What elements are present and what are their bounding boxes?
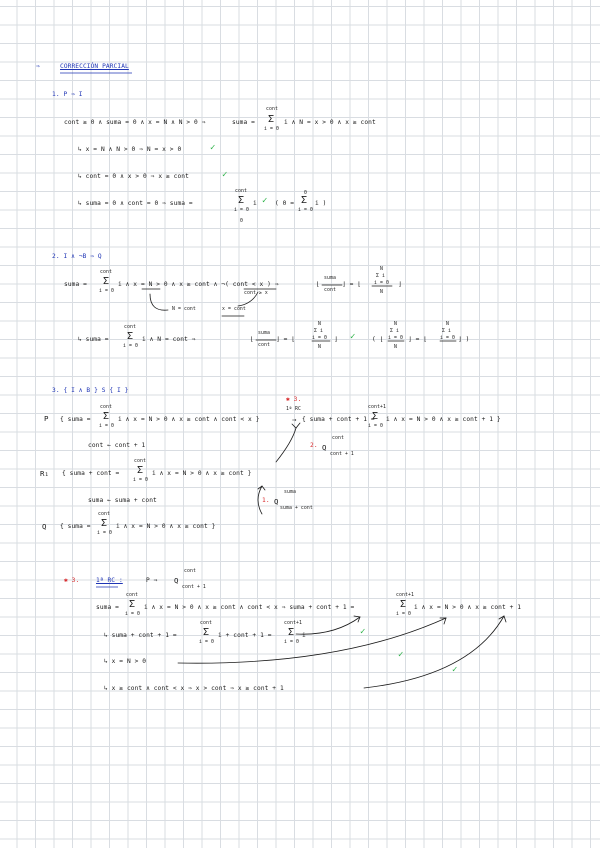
s3-rc-note: 1ª RC bbox=[286, 407, 301, 412]
s4-l2-sigma2-bot: i = 0 bbox=[284, 640, 299, 645]
s3-sigma2-top: cont+1 bbox=[368, 405, 386, 410]
s4-line1-b: i ∧ x = N > 0 ∧ x ≥ cont ∧ cont < x ⇒ suma + cont + 1 = bbox=[144, 604, 355, 611]
s1-line4-c: ( 0 = bbox=[275, 200, 295, 207]
check-icon: ✓ bbox=[360, 627, 366, 637]
s2-l2-frac-bot: cont bbox=[258, 343, 270, 348]
s2-note-n: N = cont bbox=[172, 307, 196, 312]
sigma-icon: Σ bbox=[103, 276, 110, 287]
s3-q-label: Q bbox=[42, 522, 47, 531]
s3-q-a: { suma = bbox=[60, 523, 91, 530]
s2-note-x: x = cont bbox=[222, 307, 246, 312]
s1-line4-b: i bbox=[253, 200, 257, 207]
s3-q2-sup: suma bbox=[284, 490, 296, 495]
s3-star-note: ✱ 3. bbox=[286, 396, 302, 403]
sigma-icon: Σ bbox=[268, 114, 275, 125]
s4-sigma-bot: i = 0 bbox=[125, 612, 140, 617]
s1-line2: ↳ x = N ∧ N > 0 ⇒ N = x > 0 bbox=[78, 146, 182, 153]
s2-l2-sigma-bot: i = 0 bbox=[123, 344, 138, 349]
sigma-icon: Σ bbox=[127, 331, 134, 342]
s3-r1-a: { suma + cont = bbox=[62, 470, 120, 477]
s2-line2-a: ↳ suma = bbox=[78, 336, 109, 343]
s4-star: ✱ 3. bbox=[64, 577, 80, 584]
sigma-icon: Σ bbox=[400, 599, 407, 610]
s3-p-label: P bbox=[44, 414, 49, 423]
s1-sigma-top: cont bbox=[266, 107, 278, 112]
s2-line2-g: ⌋ = ⌊ bbox=[408, 336, 428, 343]
sigma-icon: Σ bbox=[301, 195, 308, 206]
sigma-icon: Σ bbox=[137, 465, 144, 476]
s2-l2-q2-bot: N bbox=[394, 345, 397, 350]
s3-q1-sup: cont bbox=[332, 436, 344, 441]
s2-frac-top: suma bbox=[324, 276, 336, 281]
check-icon: ✓ bbox=[350, 332, 356, 342]
sigma-icon: Σ bbox=[129, 599, 136, 610]
s4-line2-b: i + cont + 1 = bbox=[218, 632, 272, 639]
s1-l4-sigma-top: cont bbox=[235, 189, 247, 194]
s4-line2-c: i bbox=[302, 632, 306, 639]
s2-sigma-top: cont bbox=[100, 270, 112, 275]
s4-line1-c: i ∧ x = N > 0 ∧ x ≥ cont + 1 bbox=[414, 604, 522, 611]
s2-l2-q-mid: i = 0 bbox=[312, 336, 327, 341]
s3-q-b: i ∧ x = N > 0 ∧ x ≥ cont } bbox=[116, 523, 216, 530]
s4-sigma-top: cont bbox=[126, 593, 138, 598]
s4-sigma2-top: cont+1 bbox=[396, 593, 414, 598]
s2-q-sig: Σ i bbox=[376, 274, 385, 279]
s2-q-top: N bbox=[380, 267, 383, 272]
s3-r1-b: i ∧ x = N > 0 ∧ x ≥ cont } bbox=[152, 470, 252, 477]
s1-l4-sigma2-bot: i = 0 bbox=[298, 208, 313, 213]
s2-q-mid: i = 0 bbox=[374, 281, 389, 286]
s2-heading: 2. I ∧ ¬B ⇒ Q bbox=[52, 253, 102, 260]
s2-frac-bot: cont bbox=[324, 288, 336, 293]
s3-r1: 1. bbox=[262, 497, 270, 504]
page-title: CORRECCIÓN PARCIAL bbox=[60, 63, 129, 70]
check-icon: ✓ bbox=[452, 665, 458, 675]
s2-line1-b: i ∧ x = N > 0 ∧ x ≥ cont ∧ ¬( cont < x ) ⇒ bbox=[118, 281, 279, 288]
s3-heading: 3. { I ∧ B } S { I } bbox=[52, 387, 129, 394]
s2-line2-f: ( ⌊ bbox=[372, 336, 384, 343]
sigma-icon: Σ bbox=[103, 411, 110, 422]
s2-line2-h: ⌋ ) bbox=[458, 336, 470, 343]
s4-l2-sigma2-top: cont+1 bbox=[284, 621, 302, 626]
s2-l2-q-sig: Σ i bbox=[314, 329, 323, 334]
s3-r2: 2. bbox=[310, 442, 318, 449]
s4-line2-a: ↳ suma + cont + 1 = bbox=[104, 632, 177, 639]
s2-l2-q2-top: N bbox=[394, 322, 397, 327]
s3-assign1: cont ← cont + 1 bbox=[88, 442, 146, 449]
s2-line1-d: ⌋ = ⌊ bbox=[342, 281, 362, 288]
s2-line1-e: ⌋ bbox=[398, 281, 402, 288]
s3-assign2: suma ← suma + cont bbox=[88, 497, 157, 504]
s1-l4-note: 0 bbox=[240, 219, 243, 224]
s2-line2-c: ⌊ bbox=[250, 336, 254, 343]
sigma-icon: Σ bbox=[372, 411, 379, 422]
check-icon: ✓ bbox=[262, 196, 268, 206]
s4-heading-a: 1ª RC : bbox=[96, 577, 123, 584]
s4-sigma2-bot: i = 0 bbox=[396, 612, 411, 617]
s2-line1-a: suma = bbox=[64, 281, 87, 288]
s3-line1-e: i ∧ x = N > 0 ∧ x ≥ cont + 1 } bbox=[386, 416, 501, 423]
s1-line4-d: i ) bbox=[315, 200, 327, 207]
sigma-icon: Σ bbox=[203, 627, 210, 638]
s3-q-sigma-top: cont bbox=[98, 512, 110, 517]
s1-line1-c: i ∧ N = x > 0 ∧ x ≥ cont bbox=[284, 119, 376, 126]
s2-l2-q3-top: N bbox=[446, 322, 449, 327]
s2-sigma-bot: i = 0 bbox=[99, 289, 114, 294]
s3-q1-base: Q bbox=[322, 443, 327, 452]
s1-sigma-bot: i = 0 bbox=[264, 127, 279, 132]
s2-q-bot: N bbox=[380, 290, 383, 295]
check-icon: ✓ bbox=[210, 143, 216, 153]
s2-over: cont ≥ x bbox=[244, 291, 268, 296]
s2-l2-q-bot: N bbox=[318, 345, 321, 350]
s2-line1-c: ⌊ bbox=[316, 281, 320, 288]
s4-line1-a: suma = bbox=[96, 604, 119, 611]
s2-line2-e: ⌋ bbox=[334, 336, 338, 343]
s4-l2-sigma-top: cont bbox=[200, 621, 212, 626]
s2-l2-q3-sig: Σ i bbox=[442, 329, 451, 334]
s3-r1-sigma-top: cont bbox=[134, 459, 146, 464]
s3-line1-d: { suma + cont + 1 = bbox=[302, 416, 375, 423]
s3-q-sigma-bot: i = 0 bbox=[97, 531, 112, 536]
s3-r1-label: R₁ bbox=[40, 469, 50, 478]
s3-sigma-bot: i = 0 bbox=[99, 424, 114, 429]
s1-line1-a: cont ≥ 0 ∧ suma = 0 ∧ x = N ∧ N > 0 ⇒ bbox=[64, 119, 206, 126]
s2-l2-q-top: N bbox=[318, 322, 321, 327]
s3-q2-base: Q bbox=[274, 497, 279, 506]
s4-line4: ↳ x ≥ cont ∧ cont < x ⇒ x > cont ⇒ x ≥ cont + 1 bbox=[104, 685, 284, 692]
check-icon: ✓ bbox=[398, 650, 404, 660]
s2-line2-d: ⌋ = ⌊ bbox=[276, 336, 296, 343]
s1-line4-a: ↳ suma = 0 ∧ cont = 0 ⇒ suma = bbox=[78, 200, 193, 207]
s1-line1-b: suma = bbox=[232, 119, 255, 126]
s4-l2-sigma-bot: i = 0 bbox=[199, 640, 214, 645]
s3-sigma2-bot: i = 0 bbox=[368, 424, 383, 429]
s3-line1-b: i ∧ x = N > 0 ∧ x ≥ cont ∧ cont < x } bbox=[118, 416, 260, 423]
header-arrow: ⇒ bbox=[36, 63, 40, 70]
s4-q-base: Q bbox=[174, 576, 179, 585]
sigma-icon: Σ bbox=[101, 518, 108, 529]
check-icon: ✓ bbox=[222, 170, 228, 180]
s2-line2-b: i ∧ N = cont ⇒ bbox=[142, 336, 196, 343]
s2-l2-q2-sig: Σ i bbox=[390, 329, 399, 334]
s3-sigma-top: cont bbox=[100, 405, 112, 410]
s2-l2-frac-top: suma bbox=[258, 331, 270, 336]
s3-q2-sub: suma + cont bbox=[280, 506, 313, 511]
s2-l2-sigma-top: cont bbox=[124, 325, 136, 330]
s4-q-sup: cont bbox=[184, 569, 196, 574]
s1-heading: 1. P ⇒ I bbox=[52, 91, 83, 98]
s3-r1-sigma-bot: i = 0 bbox=[133, 478, 148, 483]
s4-heading-b: P ⇒ bbox=[146, 577, 158, 584]
s2-l2-q2-mid: i = 0 bbox=[388, 336, 403, 341]
s1-line3: ↳ cont = 0 ∧ x > 0 ⇒ x ≥ cont bbox=[78, 173, 189, 180]
s3-line1-c: ⇒ bbox=[292, 415, 297, 424]
s2-l2-q3-mid: i = 0 bbox=[440, 336, 455, 341]
sigma-icon: Σ bbox=[288, 627, 295, 638]
s4-q-sub: cont + 1 bbox=[182, 585, 206, 590]
s3-q1-sub: cont + 1 bbox=[330, 452, 354, 457]
sigma-icon: Σ bbox=[238, 195, 245, 206]
s1-l4-sigma-bot: i = 0 bbox=[234, 208, 249, 213]
s4-line3: ↳ x = N > 0 bbox=[104, 658, 147, 665]
s1-l4-sigma2-top: 0 bbox=[304, 191, 307, 196]
s3-line1-a: { suma = bbox=[60, 416, 91, 423]
